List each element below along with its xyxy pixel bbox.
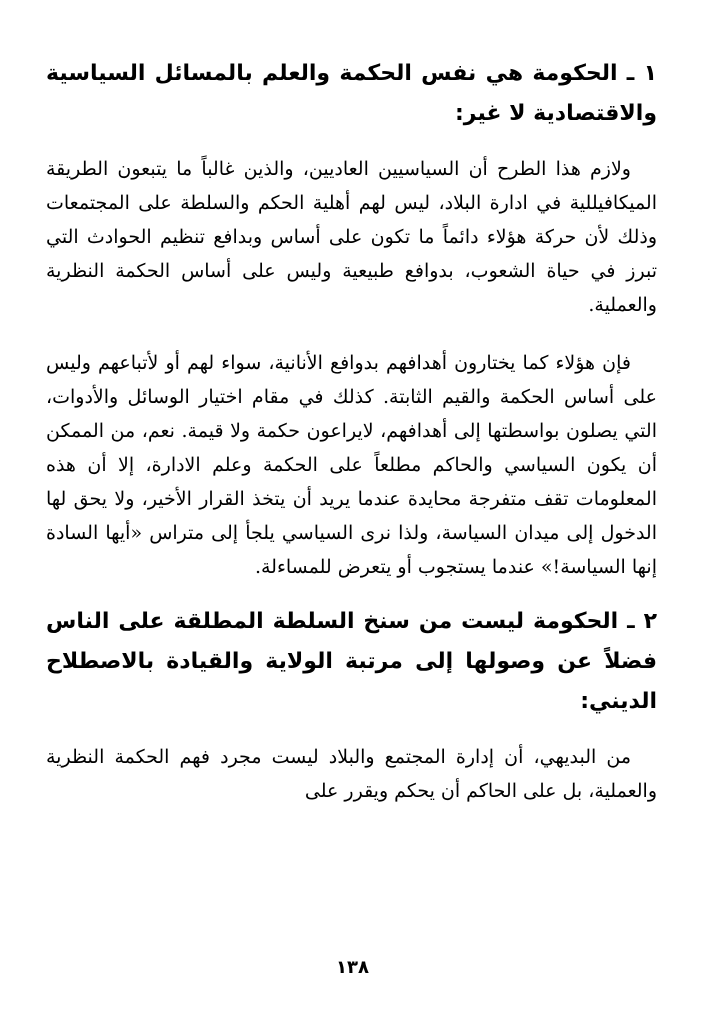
section-1-heading: ١ ـ الحكومة هي نفس الحكمة والعلم بالمسائل السياسية والاقتصادية لا غير: — [46, 61, 657, 126]
page-body — [46, 54, 657, 808]
section-2-heading: ٢ ـ الحكومة ليست من سنخ السلطة المطلقة على الناس فضلاً عن وصولها إلى مرتبة الولاية والقيادة بالاصطلاح الديني: — [46, 609, 657, 714]
page-number: ١٣٨ — [336, 957, 369, 978]
section-1-paragraph-2: فإن هؤلاء كما يختارون أهدافهم بدوافع الأنانية، سواء لهم أو لأتباعهم وليس على أساس الحكمة والقيم الثابتة. كذلك في مقام اختيار الوسائل والأدوات، التي يصلون بواسطتها إلى أهدافهم، لايراعون حكمة ولا قيمة. نعم، من الممكن أن يكون السياسي والحاكم مطلعاً على الحكمة وعلم الادارة، إلا أن هذه المعلومات تقف متفرجة محايدة عندما يريد أن يتخذ القرار الأخير، ولا يحق لها الدخول إلى ميدان السياسة، ولذا نرى السياسي يلجأ إلى متراس «أيها السادة إنها السياسة!» عندما يستجوب أو يتعرض للمساءلة. — [46, 352, 657, 578]
section-1 — [46, 54, 657, 584]
section-2 — [46, 602, 657, 808]
section-2-paragraph-1: من البديهي، أن إدارة المجتمع والبلاد ليست مجرد فهم الحكمة النظرية والعملية، بل على الحاكم أن يحكم ويقرر على — [46, 746, 657, 802]
section-1-paragraph-1: ولازم هذا الطرح أن السياسيين العاديين، والذين غالباً ما يتبعون الطريقة الميكافيللية في ادارة البلاد، ليس لهم أهلية الحكم والسلطة على المجتمعات وذلك لأن حركة هؤلاء دائماً ما تكون على أساس وبدافع تنظيم الحوادث التي تبرز في حياة الشعوب، بدوافع طبيعية وليس على أساس الحكمة النظرية والعملية. — [46, 158, 657, 316]
